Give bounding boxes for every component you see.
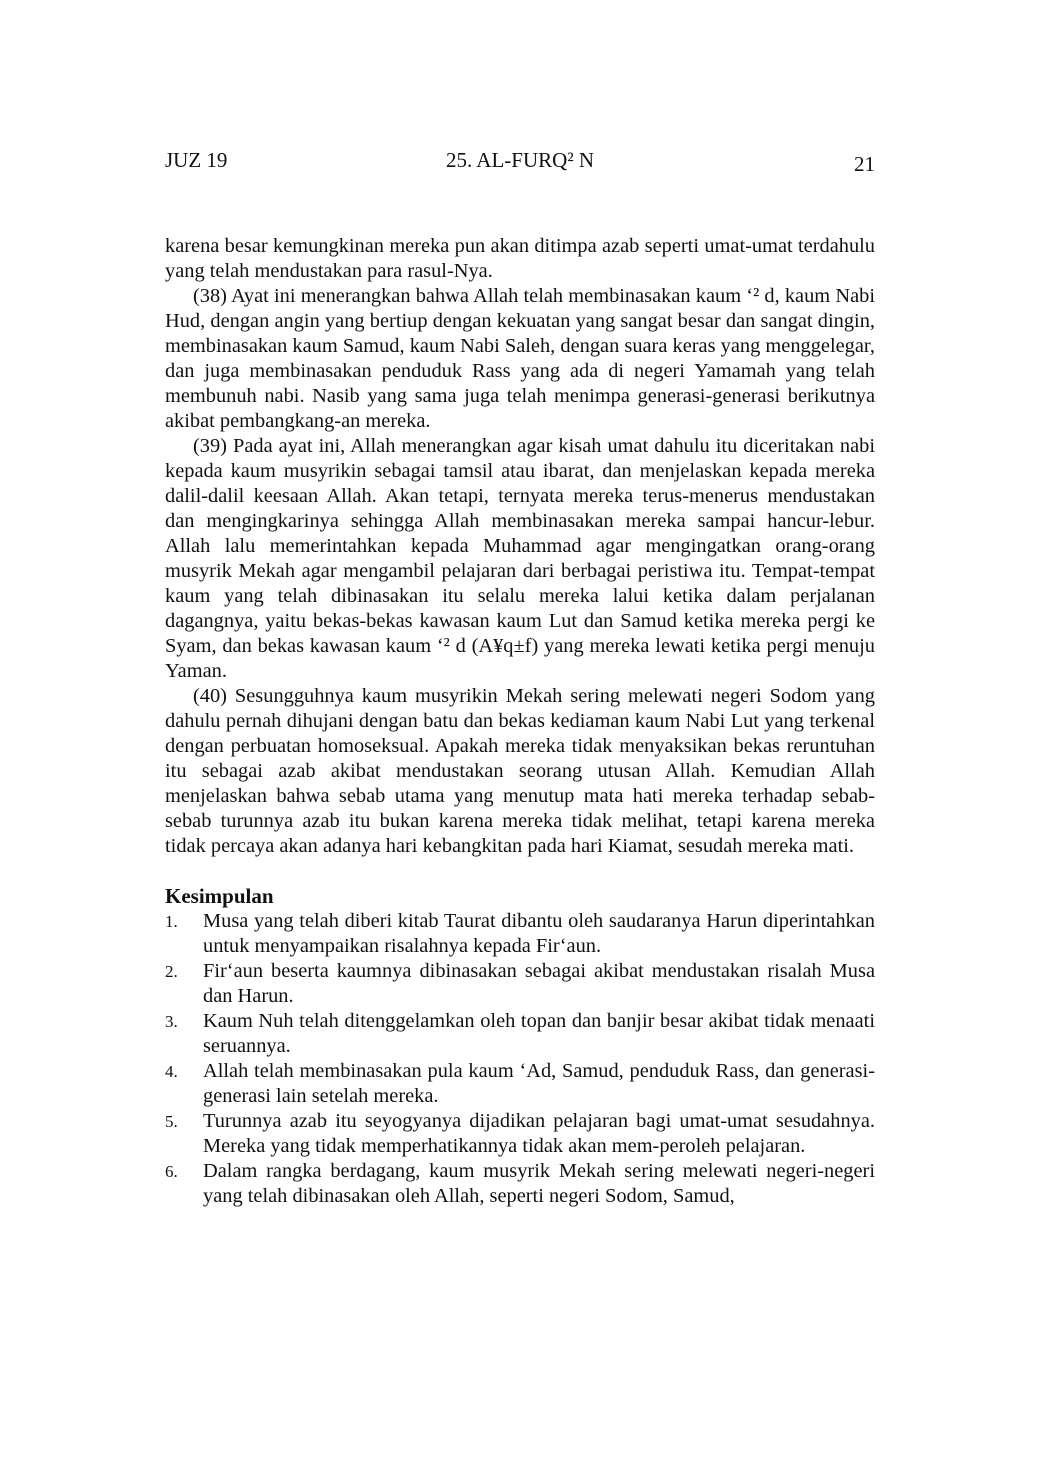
list-item-number: 3.	[165, 1012, 178, 1031]
list-item	[165, 1059, 875, 1109]
surah-title: 25. AL-FURQ² N	[445, 148, 595, 172]
list-item-number: 1.	[165, 912, 178, 931]
paragraph-verse-39: (39) Pada ayat ini, Allah menerangkan agar kisah umat dahulu itu diceritakan nabi kepada kaum musyrikin sebagai tamsil atau ibarat, dan menjelaskan kepada mereka dalil-dalil keesaan Allah. Akan tetapi, ternyata mereka terus-menerus mendustakan dan mengingkarinya sehingga Allah membinasakan mereka sampai hancur-lebur. Allah lalu memerintahkan kepada Muhammad agar mengingatkan orang-orang musyrik Mekah agar mengambil pelajaran dari berbagai peristiwa itu. Tempat-tempat kaum yang telah dibinasakan itu selalu mereka lalui ketika dalam perjalanan dagangnya, yaitu bekas-bekas kawasan kaum Lut dan Samud ketika mereka pergi ke Syam, dan bekas kawasan kaum ‘² d (A¥q±f) yang mereka lewati ketika pergi menuju Yaman.	[165, 435, 875, 682]
list-item-text: Musa yang telah diberi kitab Taurat dibantu oleh saudaranya Harun diperintahkan untuk menyampaikan risalahnya kepada Fir‘aun.	[203, 910, 875, 957]
list-item	[165, 959, 875, 1009]
conclusion-heading: Kesimpulan	[165, 884, 274, 908]
list-item-text: Allah telah membinasakan pula kaum ‘Ad, Samud, penduduk Rass, dan generasi-generasi lain setelah mereka.	[203, 1060, 875, 1107]
list-item	[165, 1009, 875, 1059]
page-number: 21	[854, 152, 875, 176]
juz-label: JUZ 19	[165, 148, 228, 172]
paragraph-continuation: karena besar kemungkinan mereka pun akan ditimpa azab seperti umat-umat terdahulu yang telah mendustakan para rasul-Nya.	[165, 235, 875, 282]
page	[165, 144, 875, 1209]
running-header	[165, 144, 875, 176]
list-item-text: Kaum Nuh telah ditenggelamkan oleh topan dan banjir besar akibat tidak menaati seruannya.	[203, 1010, 875, 1057]
list-item-text: Fir‘aun beserta kaumnya dibinasakan sebagai akibat mendustakan risalah Musa dan Harun.	[203, 960, 875, 1007]
list-item	[165, 909, 875, 959]
list-item	[165, 1109, 875, 1159]
list-item-text: Dalam rangka berdagang, kaum musyrik Mekah sering melewati negeri-negeri yang telah dibinasakan oleh Allah, seperti negeri Sodom, Samud,	[203, 1160, 875, 1207]
list-item-number: 5.	[165, 1112, 178, 1131]
list-item	[165, 1159, 875, 1209]
list-item-number: 6.	[165, 1162, 178, 1181]
paragraph-verse-38: (38) Ayat ini menerangkan bahwa Allah telah membinasakan kaum ‘² d, kaum Nabi Hud, dengan angin yang bertiup dengan kekuatan yang sangat besar dan sangat dingin, membinasakan kaum Samud, kaum Nabi Saleh, dengan suara keras yang menggelegar, dan juga membinasakan penduduk Rass yang ada di negeri Yamamah yang telah membunuh nabi. Nasib yang sama juga telah menimpa generasi-generasi berikutnya akibat pembangkang-an mereka.	[165, 285, 875, 432]
list-item-number: 4.	[165, 1062, 178, 1081]
conclusion-list	[165, 909, 875, 1209]
list-item-number: 2.	[165, 962, 178, 981]
list-item-text: Turunnya azab itu seyogyanya dijadikan pelajaran bagi umat-umat sesudahnya. Mereka yang tidak memperhatikannya tidak akan mem-peroleh pelajaran.	[203, 1110, 875, 1157]
body-text	[165, 234, 875, 1209]
paragraph-verse-40: (40) Sesungguhnya kaum musyrikin Mekah sering melewati negeri Sodom yang dahulu pernah dihujani dengan batu dan bekas kediaman kaum Nabi Lut yang terkenal dengan perbuatan homoseksual. Apakah mereka tidak menyaksikan bekas reruntuhan itu sebagai azab akibat mendustakan seorang utusan Allah. Kemudian Allah menjelaskan bahwa sebab utama yang menutup mata hati mereka terhadap sebab-sebab turunnya azab itu bukan karena mereka tidak melihat, tetapi karena mereka tidak percaya akan adanya hari kebangkitan pada hari Kiamat, sesudah mereka mati.	[165, 685, 875, 857]
